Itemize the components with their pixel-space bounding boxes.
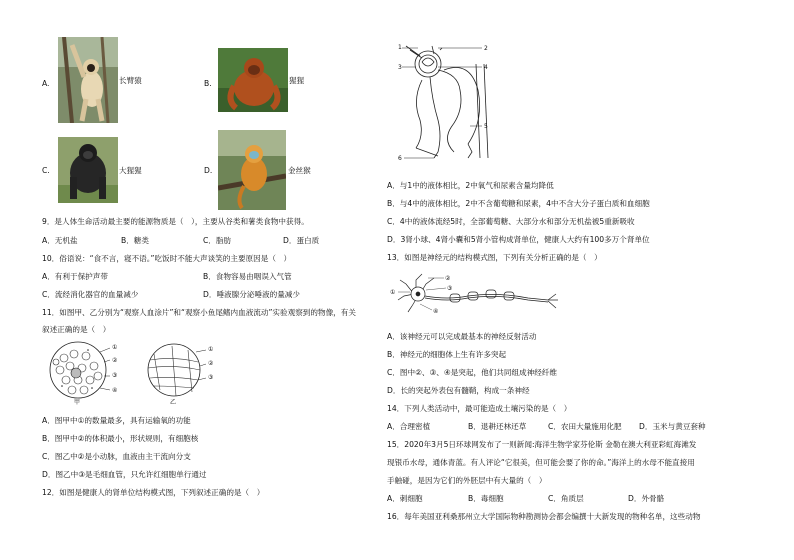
q13-option-c: C．图中②、③、④是突起，他们共同组成神经纤维 bbox=[387, 368, 558, 377]
q13-option-d: D．长的突起外表包有髓鞘，构成一条神经 bbox=[387, 386, 530, 395]
q8-option-a-letter: A. bbox=[42, 79, 50, 88]
neuron-diagram bbox=[388, 270, 568, 318]
q15-line1: 15．2020年3月5日环球网发布了一则新闻:海洋生物学家芬伦斯 金勒在澳大利亚彩虹海滩发 bbox=[387, 440, 697, 449]
q14-option-b: B．退耕还林还草 bbox=[468, 422, 527, 431]
q12-option-b: B．与4中的液体相比，2中不含葡萄糖和尿素，4中不含大分子蛋白质和血细胞 bbox=[387, 199, 650, 208]
q11-option-b: B．图甲中②的体积最小，形状规则，有细胞核 bbox=[42, 434, 199, 443]
q9-option-d: D．蛋白质 bbox=[283, 236, 320, 245]
q8-option-a-name: 长臂猿 bbox=[119, 76, 142, 85]
q11-fig-caption-jia: 甲 bbox=[74, 399, 81, 406]
q14-stem: 14．下列人类活动中，最可能造成土壤污染的是（ ） bbox=[387, 404, 572, 413]
q8-option-c-name: 大猩猩 bbox=[119, 166, 142, 175]
q11-option-a: A．图甲中①的数量最多，具有运输氧的功能 bbox=[42, 416, 191, 425]
q15-option-b: B．毒细胞 bbox=[468, 494, 504, 503]
q14-option-c: C．农田大量施用化肥 bbox=[548, 422, 622, 431]
q8-option-d-letter: D. bbox=[204, 166, 213, 175]
q11-fig-label-5: ① bbox=[208, 346, 214, 353]
q11-fig-caption-yi: 乙 bbox=[170, 399, 177, 406]
blood-smear-diagram bbox=[50, 342, 110, 398]
fish-tail-vessels-diagram bbox=[148, 344, 206, 396]
q11-fig-label-2: ② bbox=[112, 357, 118, 364]
q11-option-c: C．图乙中②是小动脉，血液由主干流向分支 bbox=[42, 452, 191, 461]
q8-option-d-name: 金丝猴 bbox=[288, 166, 311, 175]
q10-option-d: D．唾液腺分泌唾液的量减少 bbox=[203, 290, 300, 299]
q12-option-a: A．与1中的液体相比，2中氧气和尿素含量均降低 bbox=[387, 181, 554, 190]
q13-option-a: A．该神经元可以完成最基本的神经反射活动 bbox=[387, 332, 537, 341]
q11-figure bbox=[42, 340, 232, 406]
nephron-diagram bbox=[398, 40, 508, 164]
nephron-label-6: 6 bbox=[398, 155, 402, 162]
q14-option-a: A．合理密植 bbox=[387, 422, 431, 431]
q8-option-b-letter: B. bbox=[204, 79, 212, 88]
neuron-label-1: ① bbox=[390, 289, 396, 296]
q8-option-c-letter: C. bbox=[42, 166, 50, 175]
q9-stem: 9．是人体生命活动最主要的能源物质是（ ），主要从谷类和薯类食物中获得。 bbox=[42, 217, 309, 226]
q11-fig-label-1: ① bbox=[112, 344, 118, 351]
neuron-label-4: ④ bbox=[433, 308, 439, 315]
q11-fig-label-4: ④ bbox=[112, 387, 118, 394]
q10-stem: 10．俗语说：“食不言，寝不语。”吃饭时不能大声谈笑的主要原因是（ ） bbox=[42, 254, 292, 263]
q10-option-c: C．流经消化器官的血量减少 bbox=[42, 290, 139, 299]
q15-option-c: C．角质层 bbox=[548, 494, 584, 503]
q12-stem: 12．如图是健康人的肾单位结构模式图，下列叙述正确的是（ ） bbox=[42, 488, 265, 497]
orangutan-photo bbox=[218, 48, 288, 112]
q12-option-d: D．3肾小球、4肾小囊和5肾小管构成肾单位，健康人大约有100多万个肾单位 bbox=[387, 235, 650, 244]
q13-stem: 13．如图是神经元的结构模式图，下列有关分析正确的是（ ） bbox=[387, 253, 602, 262]
nephron-label-3: 3 bbox=[398, 64, 402, 71]
q16-line1: 16．每年美国亚利桑那州立大学国际物种勘测协会都会编撰十大新发现的物种名单，这些动物 bbox=[387, 512, 701, 521]
q10-option-b: B．食物容易由咽误入气管 bbox=[203, 272, 292, 281]
q13-option-b: B．神经元的细胞体上生有许多突起 bbox=[387, 350, 507, 359]
nephron-label-1: 1 bbox=[398, 44, 402, 51]
q14-option-d: D．玉米与黄豆套种 bbox=[639, 422, 706, 431]
gibbon-photo bbox=[58, 37, 118, 123]
q9-option-c: C．脂肪 bbox=[203, 236, 232, 245]
q10-option-a: A．有利于保护声带 bbox=[42, 272, 108, 281]
q11-fig-label-3: ③ bbox=[112, 372, 118, 379]
q11-stem-line1: 11．如图甲、乙分别为“观察人血涂片”和“观察小鱼尾鳍内血液流动”实验观察到的物像，有关 bbox=[42, 308, 356, 317]
neuron-label-2: ② bbox=[445, 275, 451, 282]
q15-line2: 现银币水母，通体青蓝。有人评论“它很美，但可能会要了你的命。”海洋上的水母不能直接用 bbox=[387, 458, 695, 467]
neuron-label-3: ③ bbox=[447, 285, 453, 292]
q11-fig-label-7: ③ bbox=[208, 374, 214, 381]
q9-option-a: A．无机盐 bbox=[42, 236, 78, 245]
q11-stem-line2: 叙述正确的是（ ） bbox=[42, 325, 111, 334]
nephron-label-2: 2 bbox=[484, 45, 488, 52]
q15-option-d: D．外骨骼 bbox=[628, 494, 665, 503]
q12-option-c: C．4中的液体流经5时，全部葡萄糖、大部分水和部分无机盐被5重新吸收 bbox=[387, 217, 635, 226]
q11-fig-label-6: ② bbox=[208, 360, 214, 367]
q15-line3: 手触碰，是因为它们的外胚层中有大量的（ ） bbox=[387, 476, 547, 485]
golden-monkey-photo bbox=[218, 130, 286, 210]
q8-option-b-name: 猩猩 bbox=[289, 76, 305, 85]
gorilla-photo bbox=[58, 137, 118, 203]
q9-option-b: B．糖类 bbox=[121, 236, 149, 245]
q15-option-a: A．刺细胞 bbox=[387, 494, 423, 503]
q11-option-d: D．图乙中③是毛细血管，只允许红细胞单行通过 bbox=[42, 470, 207, 479]
nephron-label-5: 5 bbox=[484, 123, 488, 130]
nephron-label-4: 4 bbox=[484, 64, 488, 71]
